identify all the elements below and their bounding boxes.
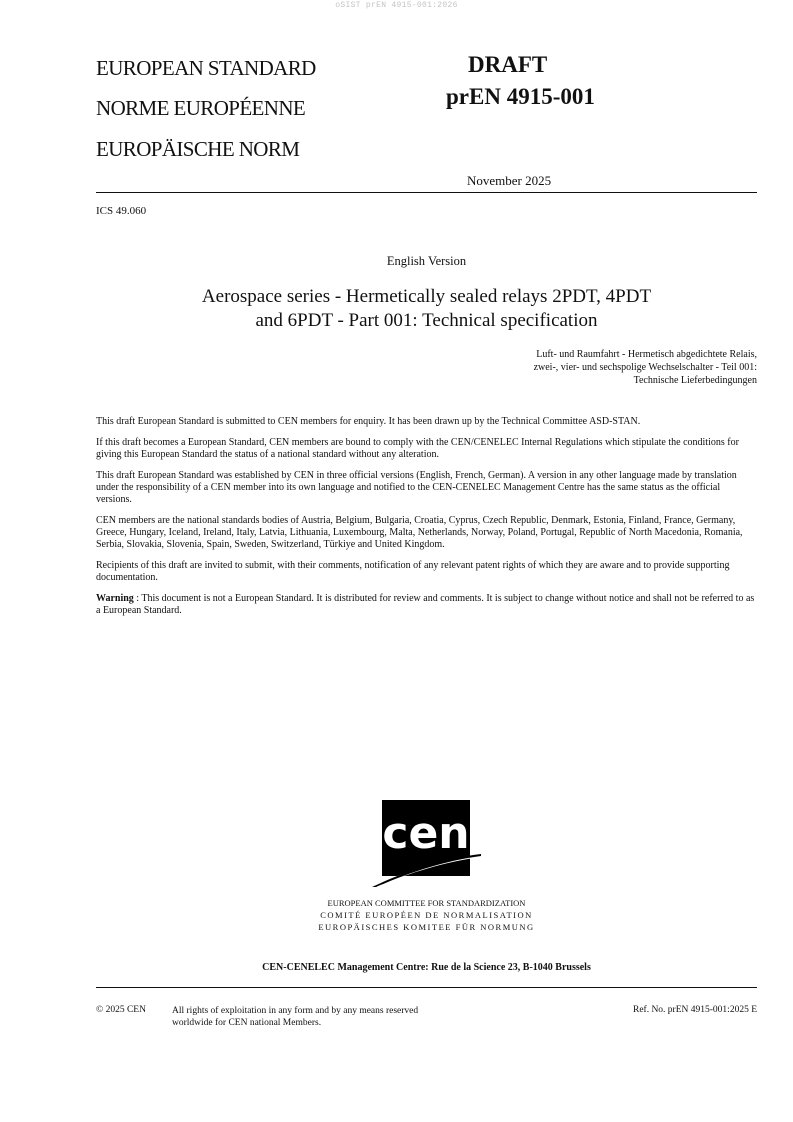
committee-name-en: EUROPEAN COMMITTEE FOR STANDARDIZATION: [327, 898, 526, 908]
german-title: [450, 348, 757, 387]
paragraph-submission: This draft European Standard is submitted to CEN members for enquiry. It has been drawn up by the Technical Committee ASD-STAN.: [96, 416, 641, 427]
cen-logo-icon: [370, 800, 481, 888]
committee-name-de: EUROPÄISCHES KOMITEE FÜR NORMUNG: [318, 922, 535, 932]
standard-title-de: EUROPÄISCHE NORM: [96, 137, 300, 161]
standard-title-en: EUROPEAN STANDARD: [96, 56, 316, 80]
document-title: [96, 285, 757, 333]
rights-line-1: All rights of exploitation in any form and by any means reserved: [172, 1006, 419, 1016]
ics-code: ICS 49.060: [96, 205, 147, 217]
paragraph-warning: [96, 593, 757, 617]
committee-name-fr: COMITÉ EUROPÉEN DE NORMALISATION: [320, 910, 533, 920]
paragraph-official-versions: This draft European Standard was established by CEN in three official versions (English, French, German). A version in any other language made by translation under the responsibility of a CEN member into its own language and notified to the CEN-CENELEC Management Centre has the same status as the official versions.: [96, 470, 737, 505]
rights-line-2: worldwide for CEN national Members.: [172, 1018, 322, 1028]
standard-title-fr: NORME EUROPÉENNE: [96, 96, 306, 120]
warning-label: Warning: [96, 593, 134, 604]
paragraph-compliance: If this draft becomes a European Standard, CEN members are bound to comply with the CEN/CENELEC Internal Regulations which stipulate the conditions for giving this European Standard the status of a national standard without any alteration.: [96, 437, 739, 460]
document-title-line-1: Aerospace series - Hermetically sealed relays 2PDT, 4PDT: [201, 286, 652, 307]
watermark: oSIST prEN 4915-001:2026: [335, 1, 458, 10]
language-version: English Version: [386, 254, 467, 268]
german-title-line-3: Technische Lieferbedingungen: [633, 375, 757, 386]
copyright: © 2025 CEN: [96, 1005, 146, 1015]
management-centre-address: CEN-CENELEC Management Centre: Rue de la Science 23, B-1040 Brussels: [262, 962, 591, 973]
draft-label: DRAFT: [468, 52, 548, 77]
header-divider: [96, 192, 757, 193]
german-title-line-1: Luft- und Raumfahrt - Hermetisch abgedichtete Relais,: [536, 349, 757, 360]
reference-number: Ref. No. prEN 4915-001:2025 E: [632, 1005, 757, 1015]
document-title-line-2: and 6PDT - Part 001: Technical specification: [255, 310, 598, 331]
rights-notice: [172, 1005, 502, 1029]
warning-text: : This document is not a European Standard. It is distributed for review and comments. It is subject to change without notice and shall not be referred to as a European Standard.: [96, 593, 755, 616]
committee-names: [96, 897, 757, 933]
paragraph-patent-rights: Recipients of this draft are invited to submit, with their comments, notification of any relevant patent rights of which they are aware and to provide supporting documentation.: [96, 560, 730, 583]
enquiry-notice: [96, 416, 757, 626]
footer-divider: [96, 987, 757, 988]
german-title-line-2: zwei-, vier- und sechspolige Wechselschalter - Teil 001:: [533, 362, 757, 373]
svg-text:cen: cen: [382, 808, 470, 859]
publication-date: November 2025: [467, 173, 552, 188]
document-number: prEN 4915-001: [446, 84, 595, 109]
paragraph-members: CEN members are the national standards bodies of Austria, Belgium, Bulgaria, Croatia, Cyprus, Czech Republic, Denmark, Estonia, Finland, France, Germany, Greece, Hungary, Iceland, Ireland, Italy, Latvia, Lithuania, Luxembourg, Malta, Netherlands, Norway, Poland, Portugal, Republic of North Macedonia, Romania, Serbia, Slovakia, Slovenia, Spain, Sweden, Switzerland, Türkiye and United Kingdom.: [96, 515, 743, 550]
